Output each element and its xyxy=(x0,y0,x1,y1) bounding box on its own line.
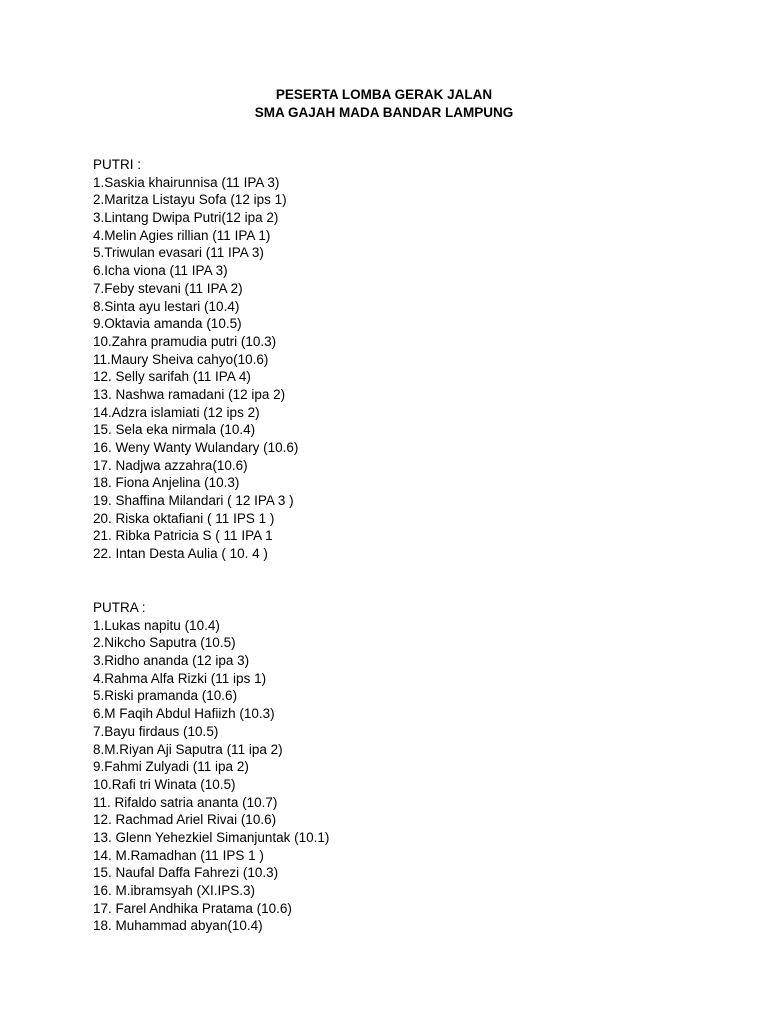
list-item: 2.Nikcho Saputra (10.5) xyxy=(93,635,236,651)
list-item: 18. Muhammad abyan(10.4) xyxy=(93,918,263,934)
list-item: 5.Riski pramanda (10.6) xyxy=(93,688,238,704)
list-item: 4.Rahma Alfa Rizki (11 ips 1) xyxy=(93,670,267,686)
list-item: 21. Ribka Patricia S ( 11 IPA 1 xyxy=(93,528,273,544)
list-item: 7.Feby stevani (11 IPA 2) xyxy=(93,280,243,296)
list-item: 17. Nadjwa azzahra(10.6) xyxy=(93,457,248,473)
list-item: 12. Rachmad Ariel Rivai (10.6) xyxy=(93,812,277,828)
list-item: 3.Lintang Dwipa Putri(12 ipa 2) xyxy=(93,210,279,226)
list-item: 3.Ridho ananda (12 ipa 3) xyxy=(93,653,250,669)
list-item: 16. Weny Wanty Wulandary (10.6) xyxy=(93,440,299,455)
list-item: 1.Saskia khairunnisa (11 IPA 3) xyxy=(93,174,280,190)
list-item: 15. Sela eka nirmala (10.4) xyxy=(93,422,256,438)
putri-section xyxy=(93,156,733,563)
list-item: 9.Oktavia amanda (10.5) xyxy=(93,316,242,332)
list-item: 22. Intan Desta Aulia ( 10. 4 ) xyxy=(93,546,268,562)
list-item: 5.Triwulan evasari (11 IPA 3) xyxy=(93,245,264,261)
putri-list xyxy=(93,174,733,563)
list-item: 10.Zahra pramudia putri (10.3) xyxy=(93,333,277,349)
list-item: 2.Maritza Listayu Sofa (12 ips 1) xyxy=(93,192,287,208)
list-item: 20. Riska oktafiani ( 11 IPS 1 ) xyxy=(93,510,275,526)
list-item: 12. Selly sarifah (11 IPA 4) xyxy=(93,369,251,385)
list-item: 11. Rifaldo satria ananta (10.7) xyxy=(93,794,278,810)
putri-heading: PUTRI : xyxy=(93,157,142,172)
title-line-1: PESERTA LOMBA GERAK JALAN xyxy=(275,87,493,102)
list-item: 18. Fiona Anjelina (10.3) xyxy=(93,475,240,491)
list-item: 15. Naufal Daffa Fahrezi (10.3) xyxy=(93,865,279,881)
putra-list xyxy=(93,617,733,935)
list-item: 17. Farel Andhika Pratama (10.6) xyxy=(93,900,292,916)
list-item: 16. M.ibramsyah (XI.IPS.3) xyxy=(93,883,256,898)
list-item: 1.Lukas napitu (10.4) xyxy=(93,617,220,633)
list-item: 10.Rafi tri Winata (10.5) xyxy=(93,776,236,792)
list-item: 8.M.Riyan Aji Saputra (11 ipa 2) xyxy=(93,741,283,757)
list-item: 6.M Faqih Abdul Hafiizh (10.3) xyxy=(93,706,275,722)
list-item: 14. M.Ramadhan (11 IPS 1 ) xyxy=(93,847,264,863)
list-item: 13. Nashwa ramadani (12 ipa 2) xyxy=(93,386,286,402)
list-item: 13. Glenn Yehezkiel Simanjuntak (10.1) xyxy=(93,829,330,845)
list-item: 7.Bayu firdaus (10.5) xyxy=(93,723,219,739)
list-item: 6.Icha viona (11 IPA 3) xyxy=(93,263,228,279)
list-item: 4.Melin Agies rillian (11 IPA 1) xyxy=(93,227,271,243)
title-line-2: SMA GAJAH MADA BANDAR LAMPUNG xyxy=(254,105,514,120)
list-item: 19. Shaffina Milandari ( 12 IPA 3 ) xyxy=(93,493,294,509)
list-item: 8.Sinta ayu lestari (10.4) xyxy=(93,298,240,314)
list-item: 9.Fahmi Zulyadi (11 ipa 2) xyxy=(93,759,249,775)
putra-heading: PUTRA : xyxy=(93,600,146,615)
document-title xyxy=(0,86,768,122)
putra-section xyxy=(93,599,733,935)
list-item: 14.Adzra islamiati (12 ips 2) xyxy=(93,404,260,420)
list-item: 11.Maury Sheiva cahyo(10.6) xyxy=(93,351,269,367)
